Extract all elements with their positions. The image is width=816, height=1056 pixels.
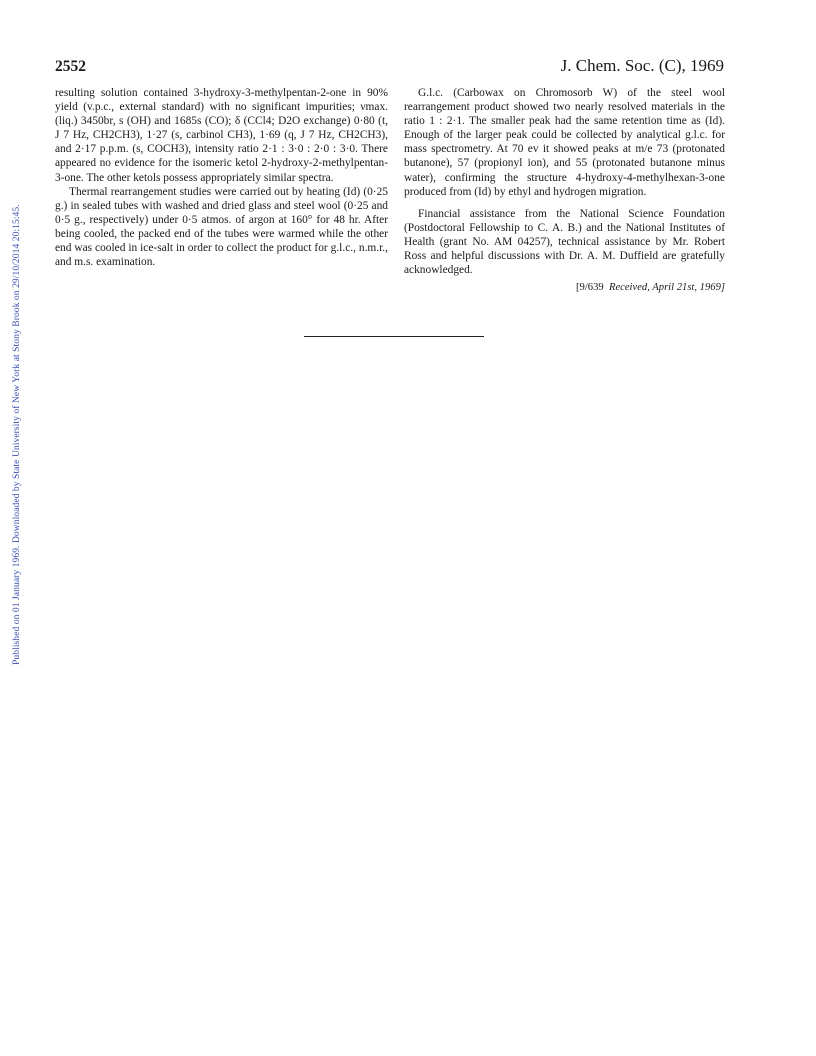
right-paragraph-1: G.l.c. (Carbowax on Chromosorb W) of the steel wool rearrangement product showed two nearly resolved materials in the ratio 1 : 2·1. The smaller peak had the same retention time as (Id). Enough of the larger peak could be collected by analytical g.l.c. for mass spectrometry. At 70 ev it showed peaks at m/e 73 (protonated butanone), 57 (propionyl ion), and 55 (protonated butanone minus water), confirming the structure 4-hydroxy-4-methylhexan-3-one produced from (Id) by ethyl and hydrogen migration. bbox=[404, 87, 725, 198]
journal-title: J. Chem. Soc. (C), 1969 bbox=[560, 56, 724, 75]
acknowledgements: Financial assistance from the National Science Foundation (Postdoctoral Fellowship to C. A. B.) and the National Institutes of Health (grant No. AM 04257), technical assistance by Mr. Robert Ross and helpful discussions with Dr. A. M. Duffield are gratefully acknowledged. bbox=[404, 207, 725, 277]
manuscript-reference: [9/639 bbox=[576, 282, 604, 294]
end-of-article-rule bbox=[304, 336, 484, 337]
left-paragraph-2: Thermal rearrangement studies were carried out by heating (Id) (0·25 g.) in sealed tubes with washed and dried glass and steel wool (0·25 and 0·5 g., respectively) under 0·5 atmos. of argon at 160° for 48 hr. After being cooled, the packed end of the tubes were warmed while the other end was cooled in ice-salt in order to collect the product for g.l.c., n.m.r., and m.s. examination. bbox=[55, 185, 388, 269]
page-number: 2552 bbox=[55, 58, 86, 75]
page-header bbox=[55, 56, 724, 80]
received-date: Received, April 21st, 1969] bbox=[608, 282, 725, 294]
download-watermark bbox=[12, 145, 22, 665]
left-column bbox=[55, 86, 388, 269]
download-watermark-text: Published on 01 January 1969. Downloaded by State University of New York at Stony Brook on 29/10/2014 20:15:45. bbox=[11, 204, 22, 665]
left-paragraph-1: resulting solution contained 3-hydroxy-3-methylpentan-2-one in 90% yield (v.p.c., external standard) with no significant impurities; νmax. (liq.) 3450br, s (OH) and 1685s (CO); δ (CCl4; D2O exchange) 0·80 (t, J 7 Hz, CH2CH3), 1·27 (s, carbinol CH3), 1·69 (q, J 7 Hz, CH2CH3), and 2·17 p.p.m. (s, COCH3), intensity ratio 2·1 : 3·0 : 2·0 : 3·0. There appeared no evidence for the isomeric ketol 2-hydroxy-2-methylpentan-3-one. The other ketols possess appropriately similar spectra. bbox=[55, 87, 388, 184]
right-column bbox=[404, 86, 725, 295]
received-line bbox=[404, 281, 725, 295]
